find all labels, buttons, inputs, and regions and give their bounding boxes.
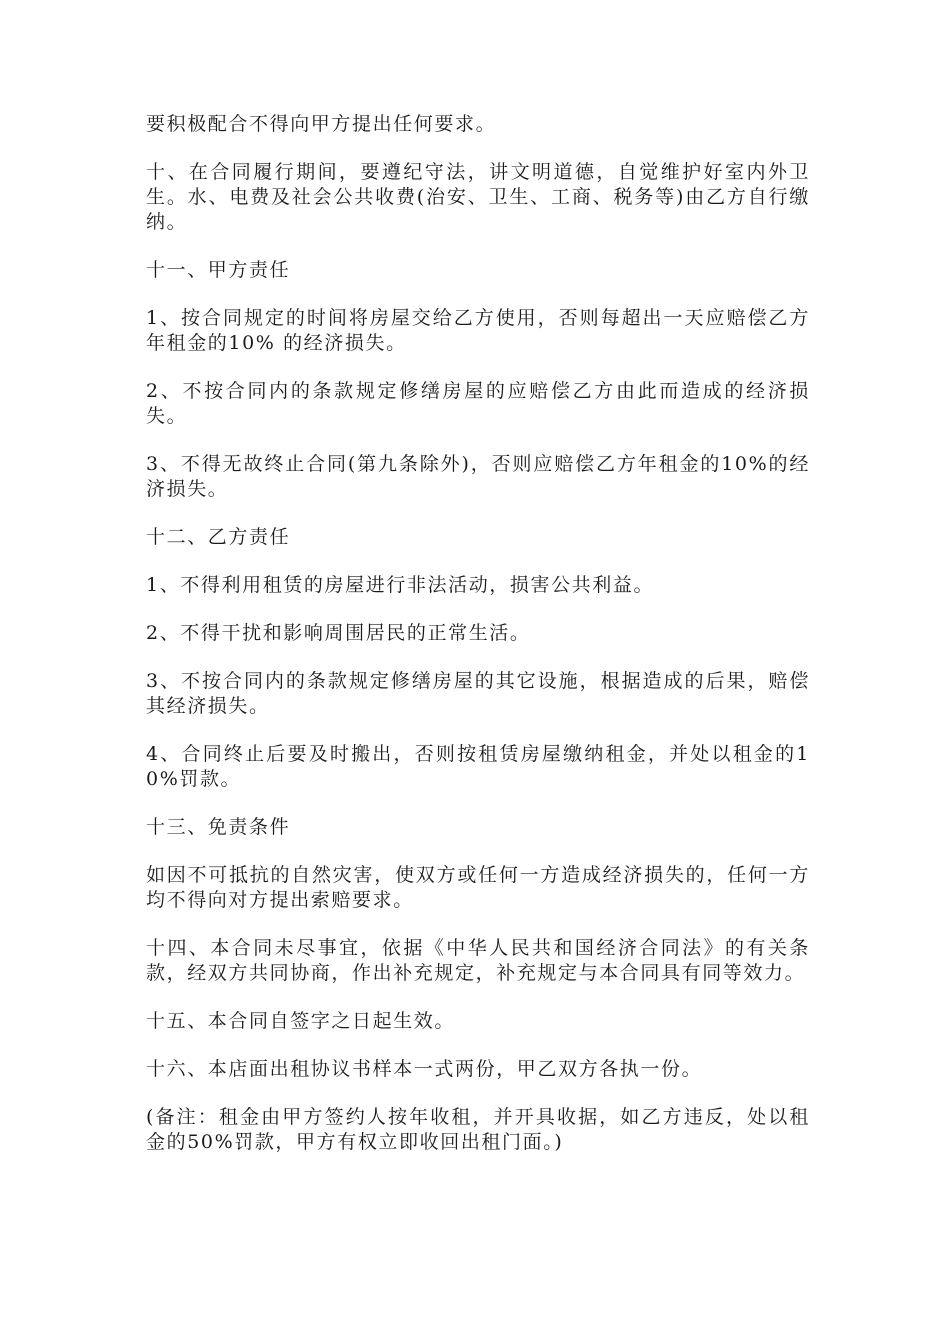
- paragraph-clause-12-item-3: 3、不按合同内的条款规定修缮房屋的其它设施，根据造成的后果，赔偿其经济损失。: [146, 670, 810, 717]
- heading-clause-13: 十三、免责条件: [146, 816, 291, 838]
- heading-clause-12: 十二、乙方责任: [146, 526, 291, 548]
- paragraph-clause-10: 十、在合同履行期间，要遵纪守法，讲文明道德，自觉维护好室内外卫生。水、电费及社会公共收费(治安、卫生、工商、税务等)由乙方自行缴纳。: [146, 161, 810, 233]
- paragraph-clause-14: 十四、本合同未尽事宜，依据《中华人民共和国经济合同法》的有关条款，经双方共同协商，作出补充规定，补充规定与本合同具有同等效力。: [146, 937, 810, 984]
- paragraph-remark: (备注：租金由甲方签约人按年收租，并开具收据，如乙方违反，处以租金的50%罚款，甲方有权立即收回出租门面。): [146, 1106, 810, 1153]
- heading-clause-11: 十一、甲方责任: [146, 259, 291, 281]
- paragraph-clause-11-item-2: 2、不按合同内的条款规定修缮房屋的应赔偿乙方由此而造成的经济损失。: [146, 380, 810, 427]
- paragraph-clause-12-item-2: 2、不得干扰和影响周围居民的正常生活。: [146, 622, 531, 644]
- paragraph-clause-11-item-3: 3、不得无故终止合同(第九条除外)，否则应赔偿乙方年租金的10%的经济损失。: [146, 453, 810, 500]
- paragraph-clause-11-item-1: 1、按合同规定的时间将房屋交给乙方使用，否则每超出一天应赔偿乙方年租金的10% 的经济损失。: [146, 307, 810, 354]
- paragraph-clause-12-item-1: 1、不得利用租赁的房屋进行非法活动，损害公共利益。: [146, 574, 655, 596]
- paragraph-continuation: 要积极配合不得向甲方提出任何要求。: [146, 113, 497, 135]
- document-page: [146, 112, 810, 1178]
- paragraph-clause-15: 十五、本合同自签字之日起生效。: [146, 1010, 456, 1032]
- paragraph-clause-16: 十六、本店面出租协议书样本一式两份，甲乙双方各执一份。: [146, 1058, 703, 1080]
- paragraph-clause-12-item-4: 4、合同终止后要及时搬出，否则按租赁房屋缴纳租金，并处以租金的10%罚款。: [146, 743, 810, 790]
- paragraph-clause-13-body: 如因不可抵抗的自然灾害，使双方或任何一方造成经济损失的，任何一方均不得向对方提出索赔要求。: [146, 864, 810, 911]
